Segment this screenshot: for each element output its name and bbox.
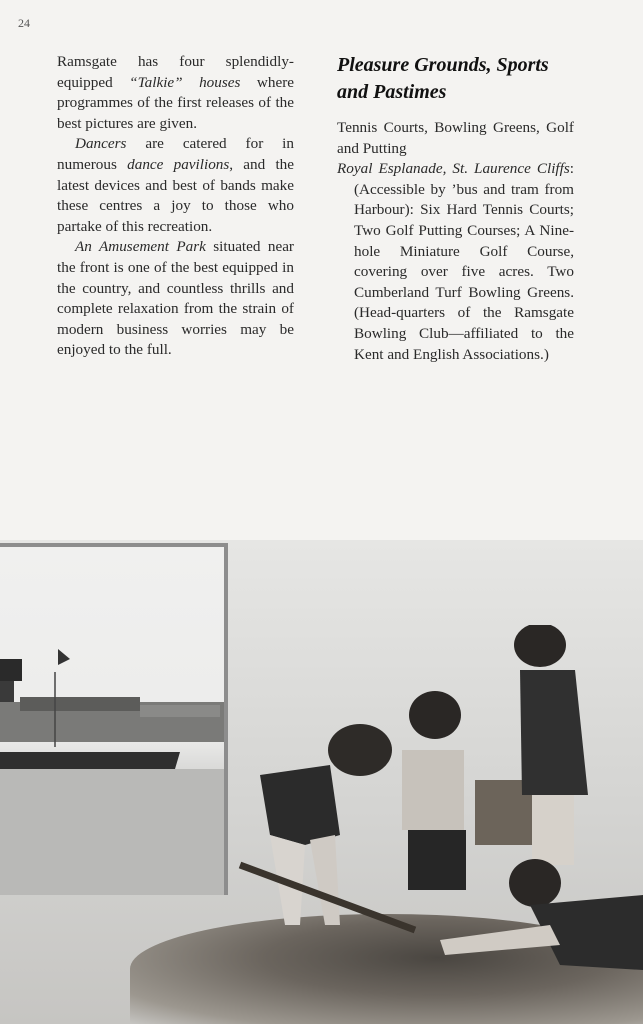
text-run: where programmes of the first releases of the best pictures are given. <box>57 73 294 132</box>
text-italic: Dancers <box>75 135 127 153</box>
entry-royal-esplanade <box>337 159 574 365</box>
text-run: situated near the front is one of the best equipped in the country, and countless thrills and complete relaxation from the strain of modern business worries may be enjoyed to the full. <box>57 238 294 359</box>
paragraph-talkie <box>57 52 294 134</box>
section-subtitle: Tennis Courts, Bowling Greens, Golf and Putting <box>337 119 574 157</box>
text-run: are catered for in numerous <box>57 135 294 173</box>
boat-icon <box>0 752 180 769</box>
harbour-inset-photo <box>0 543 228 895</box>
left-column <box>57 52 294 361</box>
page-number: 24 <box>18 16 30 30</box>
flag-icon <box>58 649 70 665</box>
text-run: : (Accessible by ’bus and tram from Harbour): Six Hard Tennis Courts; Two Golf Putting Courses; A Nine-hole Miniature Golf Course, covering over five acres. Two Cumberland Turf Bowling Greens. (Head-quarters of the Ramsgate Bowling Club—affiliated to the Kent and English Associations.) <box>354 160 574 363</box>
beach-figures <box>230 625 643 1024</box>
text-italic: An Amusement Park <box>75 238 206 256</box>
text-italic: Royal Esplanade, St. Laurence Cliffs <box>337 160 570 178</box>
harbour-illustration <box>0 547 224 895</box>
text-run: , and the latest devices and best of bands make these centres a joy to those who partake of this recreation. <box>57 155 295 235</box>
text-italic: dance pavilions <box>127 155 230 173</box>
section-title: Pleasure Grounds, Sports and Pastimes <box>337 54 549 103</box>
text-italic: “Talkie” houses <box>129 73 241 91</box>
paragraph-amusement-park <box>57 237 294 361</box>
paragraph-dancers <box>57 134 294 237</box>
text-run: Ramsgate has four splendidly-equipped <box>57 53 294 91</box>
right-column <box>337 52 574 365</box>
beach-photograph <box>0 540 643 1024</box>
